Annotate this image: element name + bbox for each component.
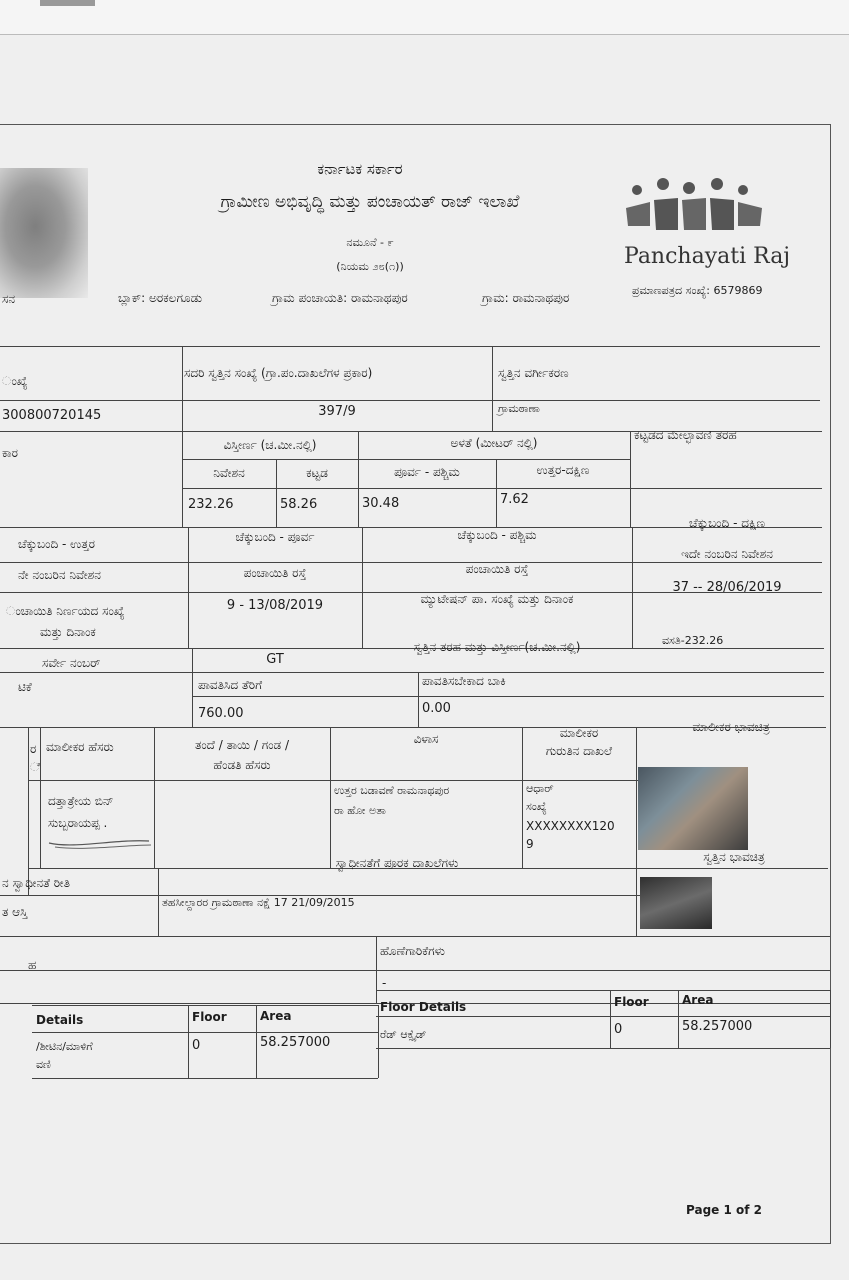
owner-serial-label-2: ೆ [30, 760, 40, 774]
resolution-value: 9 - 13/08/2019 [226, 598, 324, 613]
gram-panchayat-name: ಗ್ರಾಮ ಪಂಚಾಯತಿ: ರಾಮನಾಥಪುರ [272, 291, 408, 305]
acquired-property-label: ತ ಆಸ್ತಿ [2, 905, 28, 919]
floor-details-header: Details [36, 1013, 84, 1027]
floor-number: 0 [192, 1038, 201, 1053]
assessment-number-label: ಸದರಿ ಸ್ವತ್ತಿನ ಸಂಖ್ಯೆ (ಗ್ರಾ.ಪಂ.ದಾಖಲೆಗಳ ಪ್ರಕಾರ) [184, 366, 373, 380]
site-area-value: 232.26 [188, 497, 234, 512]
rule [32, 1078, 378, 1079]
page-number: Page 1 of 2 [686, 1203, 762, 1217]
classification-label: ಸ್ವತ್ತಿನ ವರ್ಗೀಕರಣ [498, 366, 569, 380]
floor-area-right: 58.257000 [682, 1019, 753, 1034]
owner-name-label: ಮಾಲೀಕರ ಹೆಸರು [46, 740, 114, 754]
rule [492, 346, 493, 431]
owner-id-label-2: ಗುರುತಿನ ದಾಖಲೆ [545, 744, 613, 758]
rule [182, 346, 183, 527]
resolution-date-label: ಮತ್ತು ದಿನಾಂಕ [40, 625, 96, 639]
classification-value: ಗ್ರಾಮಠಾಣಾ [498, 402, 540, 415]
west-boundary-label: ಚೆಕ್ಕುಬಂದಿ - ಪಶ್ಚಿಮ [457, 528, 537, 542]
east-west-label: ಪೂರ್ವ - ಪಶ್ಚಿಮ [394, 465, 460, 479]
owner-id-number-2: 9 [526, 837, 534, 851]
floor-header: Floor [192, 1010, 227, 1024]
east-boundary-value: ಪಂಚಾಯಿತಿ ರಸ್ತೆ [243, 566, 307, 580]
rule [192, 696, 824, 697]
tape-strip [40, 0, 95, 6]
liabilities-label: ಹೊಣೆಗಾರಿಕೆಗಳು [380, 944, 445, 958]
signature-underline-icon [45, 815, 155, 851]
relation-label-2: ಹೆಂಡತಿ ಹೆಸರು [213, 758, 271, 772]
property-type-label: ಕಾರ [2, 446, 18, 460]
rule [28, 780, 642, 781]
rule [182, 488, 822, 489]
rule [376, 1016, 830, 1017]
assessment-number-value: 397/9 [318, 404, 356, 419]
floor-type-desc: ರೆಡ್ ಆಕ್ಸೈಡ್ [380, 1028, 427, 1041]
property-type-area-label: ಸ್ವತ್ತಿನ ತರಹ ಮತ್ತು ವಿಸ್ತೀರ್ಣ(ಚ.ಮೀ.ನಲ್ಲಿ) [413, 640, 581, 654]
karnataka-emblem-icon [0, 168, 88, 298]
rule-number: (ನಿಯಮ ೨೮(೧)) [336, 260, 404, 273]
rule [830, 990, 831, 1048]
mutation-value: 37 -- 28/06/2019 [672, 580, 782, 595]
rule [418, 672, 419, 727]
address-label: ವಿಳಾಸ [413, 732, 439, 746]
survey-number-value: GT [266, 652, 284, 667]
resolution-label: ಂಚಾಯಿತಿ ನಿರ್ಣಯದ ಸಂಖ್ಯೆ [6, 604, 125, 618]
liabilities-left-label: ಹ [28, 958, 37, 972]
rule [32, 1005, 378, 1006]
site-label: ನಿವೇಶನ [213, 466, 245, 480]
acquisition-method-label: ನ ಸ್ವಾಧೀನತೆ ರೀತಿ [2, 876, 70, 890]
certificate-number: ಪ್ರಮಾಣಪತ್ರದ ಸಂಖ್ಯೆ: 6579869 [632, 284, 763, 297]
rule [32, 1032, 378, 1033]
building-area-value: 58.26 [280, 497, 318, 512]
relation-label: ತಂದೆ / ತಾಯಿ / ಗಂಡ / [194, 738, 290, 752]
panchayati-raj-logo-icon [622, 176, 772, 234]
tax-due-label: ಪಾವತಿಸಬೇಕಾದ ಬಾಕಿ [422, 674, 506, 688]
rule [330, 727, 331, 868]
roof-type-label: ಕಟ್ಟಡದ ಮೇಲ್ಛಾವಣಿ ತರಹ [634, 428, 737, 442]
rule [678, 990, 679, 1048]
owner-id-type: ಆಧಾರ್ [526, 782, 554, 795]
floor-header-right: Floor [614, 995, 649, 1009]
rule [28, 727, 29, 895]
previous-sheet-edge [0, 0, 849, 35]
tax-paid-value: 760.00 [198, 706, 244, 721]
rule [256, 1005, 257, 1078]
floor-details-header-right: Floor Details [380, 1000, 467, 1014]
liabilities-value: - [382, 976, 387, 990]
measurement-label: ಅಳತೆ (ಮೀಟರ್ ನಲ್ಲಿ) [450, 436, 538, 450]
rule [182, 459, 630, 460]
tax-label: ಟಿಕೆ [18, 680, 32, 694]
property-type-area-value: ವಸತಿ-232.26 [662, 634, 724, 647]
rule [0, 346, 820, 347]
form-number: ನಮೂನೆ - ೯ [346, 236, 394, 249]
owner-id-number: XXXXXXXX120 [526, 819, 615, 833]
rule [0, 672, 824, 673]
rule [376, 990, 830, 991]
east-west-value: 30.48 [362, 496, 400, 511]
floor-roof-desc-2: ವಣಿ [36, 1058, 51, 1071]
survey-number-label: ಸರ್ವೇ ನಂಬರ್ [42, 656, 101, 670]
mutation-label: ಮ್ಯುಟೇಷನ್ ಪಾ. ಸಂಖ್ಯೆ ಮತ್ತು ದಿನಾಂಕ [420, 592, 574, 606]
department-title: ಗ್ರಾಮೀಣ ಅಭಿವೃದ್ಧಿ ಮತ್ತು ಪಂಚಾಯತ್ ರಾಜ್ ಇಲಾಖೆ [220, 192, 520, 212]
panchayati-raj-logo-text: Panchayati Raj [624, 244, 791, 269]
east-boundary-label: ಚೆಕ್ಕುಬಂದಿ - ಪೂರ್ವ [235, 530, 315, 544]
south-boundary-value: ಇದೇ ನಂಬರಿನ ನಿವೇಶನ [681, 547, 773, 561]
owner-name-value: ದತ್ತಾತ್ರೇಯ ಬಿನ್ [48, 794, 114, 808]
tax-paid-label: ಪಾವತಿಸಿದ ತೆರಿಗೆ [198, 678, 263, 692]
rule [376, 1048, 830, 1049]
rule [188, 527, 189, 648]
owner-photo-label: ಮಾಲೀಕರ ಭಾವಚಿತ್ರ [692, 720, 770, 734]
rule [630, 431, 631, 527]
property-id-label: ಂಖ್ಯೆ [2, 374, 28, 388]
tax-due-value: 0.00 [422, 701, 451, 716]
owner-address-value-2: ರಾ ಹೋ ಅತಾ [334, 804, 386, 817]
block-name: ಬ್ಲಾಕ್: ಅರಕಲಗೂಡು [118, 291, 203, 305]
building-label: ಕಟ್ಟಡ [306, 466, 328, 480]
government-title: ಕರ್ನಾಟಕ ಸರ್ಕಾರ [317, 160, 403, 178]
floor-area: 58.257000 [260, 1035, 331, 1050]
area-header: Area [260, 1009, 292, 1023]
area-header-right: Area [682, 993, 714, 1007]
rule [158, 868, 159, 936]
rule [0, 970, 830, 971]
property-photo-label: ಸ್ವತ್ತಿನ ಭಾವಚಿತ್ರ [703, 850, 765, 864]
village-name: ಗ್ರಾಮ: ರಾಮನಾಥಪುರ [482, 291, 570, 305]
rule [376, 936, 377, 1003]
floor-roof-desc: /ಶೀಟಿನ/ಮಾಳಿಗೆ [36, 1040, 93, 1053]
rule [0, 936, 830, 937]
rule [188, 1005, 189, 1078]
rule [362, 527, 363, 648]
owner-name-value-2: ಸುಬ್ಬರಾಯಪ್ಪ . [48, 816, 108, 830]
owner-id-type-2: ಸಂಖ್ಯೆ [526, 800, 547, 813]
supporting-docs-value: ತಹಸೀಲ್ದಾರರ ಗ್ರಾಮಠಾಣಾ ನಕ್ಷೆ 17 21/09/2015 [162, 896, 355, 909]
property-id-value: 300800720145 [2, 408, 102, 423]
west-boundary-value: ಪಂಚಾಯಿತಿ ರಸ್ತೆ [465, 562, 529, 576]
rule [40, 727, 41, 868]
rule [610, 990, 611, 1048]
rule [636, 727, 637, 936]
floor-number-right: 0 [614, 1022, 623, 1037]
property-photo [640, 877, 712, 929]
owner-id-label: ಮಾಲೀಕರ [559, 726, 599, 740]
owner-photo [638, 767, 748, 850]
south-boundary-label: ಚೆಕ್ಕುಬಂದಿ - ದಕ್ಷಿಣ [689, 516, 765, 530]
north-south-label: ಉತ್ತರ-ದಕ್ಷಿಣ [536, 463, 590, 477]
north-boundary-value: ನೇ ನಂಬರಿನ ನಿವೇಶನ [18, 568, 101, 582]
header-left-cut: ಸನ [2, 292, 16, 306]
rule [0, 400, 820, 401]
area-label: ವಿಸ್ತೀರ್ಣ (ಚ.ಮೀ.ನಲ್ಲಿ) [223, 438, 317, 452]
north-south-value: 7.62 [500, 492, 529, 507]
supporting-docs-label: ಸ್ವಾಧೀನತೆಗೆ ಪೂರಕ ದಾಖಲೆಗಳು [335, 856, 459, 870]
north-boundary-label: ಚೆಕ್ಕುಬಂದಿ - ಉತ್ತರ [18, 537, 96, 551]
owner-serial-label: ರ [30, 742, 37, 756]
owner-address-value: ಉತ್ತರ ಬಡಾವಣೆ ರಾಮನಾಥಪುರ [334, 784, 450, 797]
